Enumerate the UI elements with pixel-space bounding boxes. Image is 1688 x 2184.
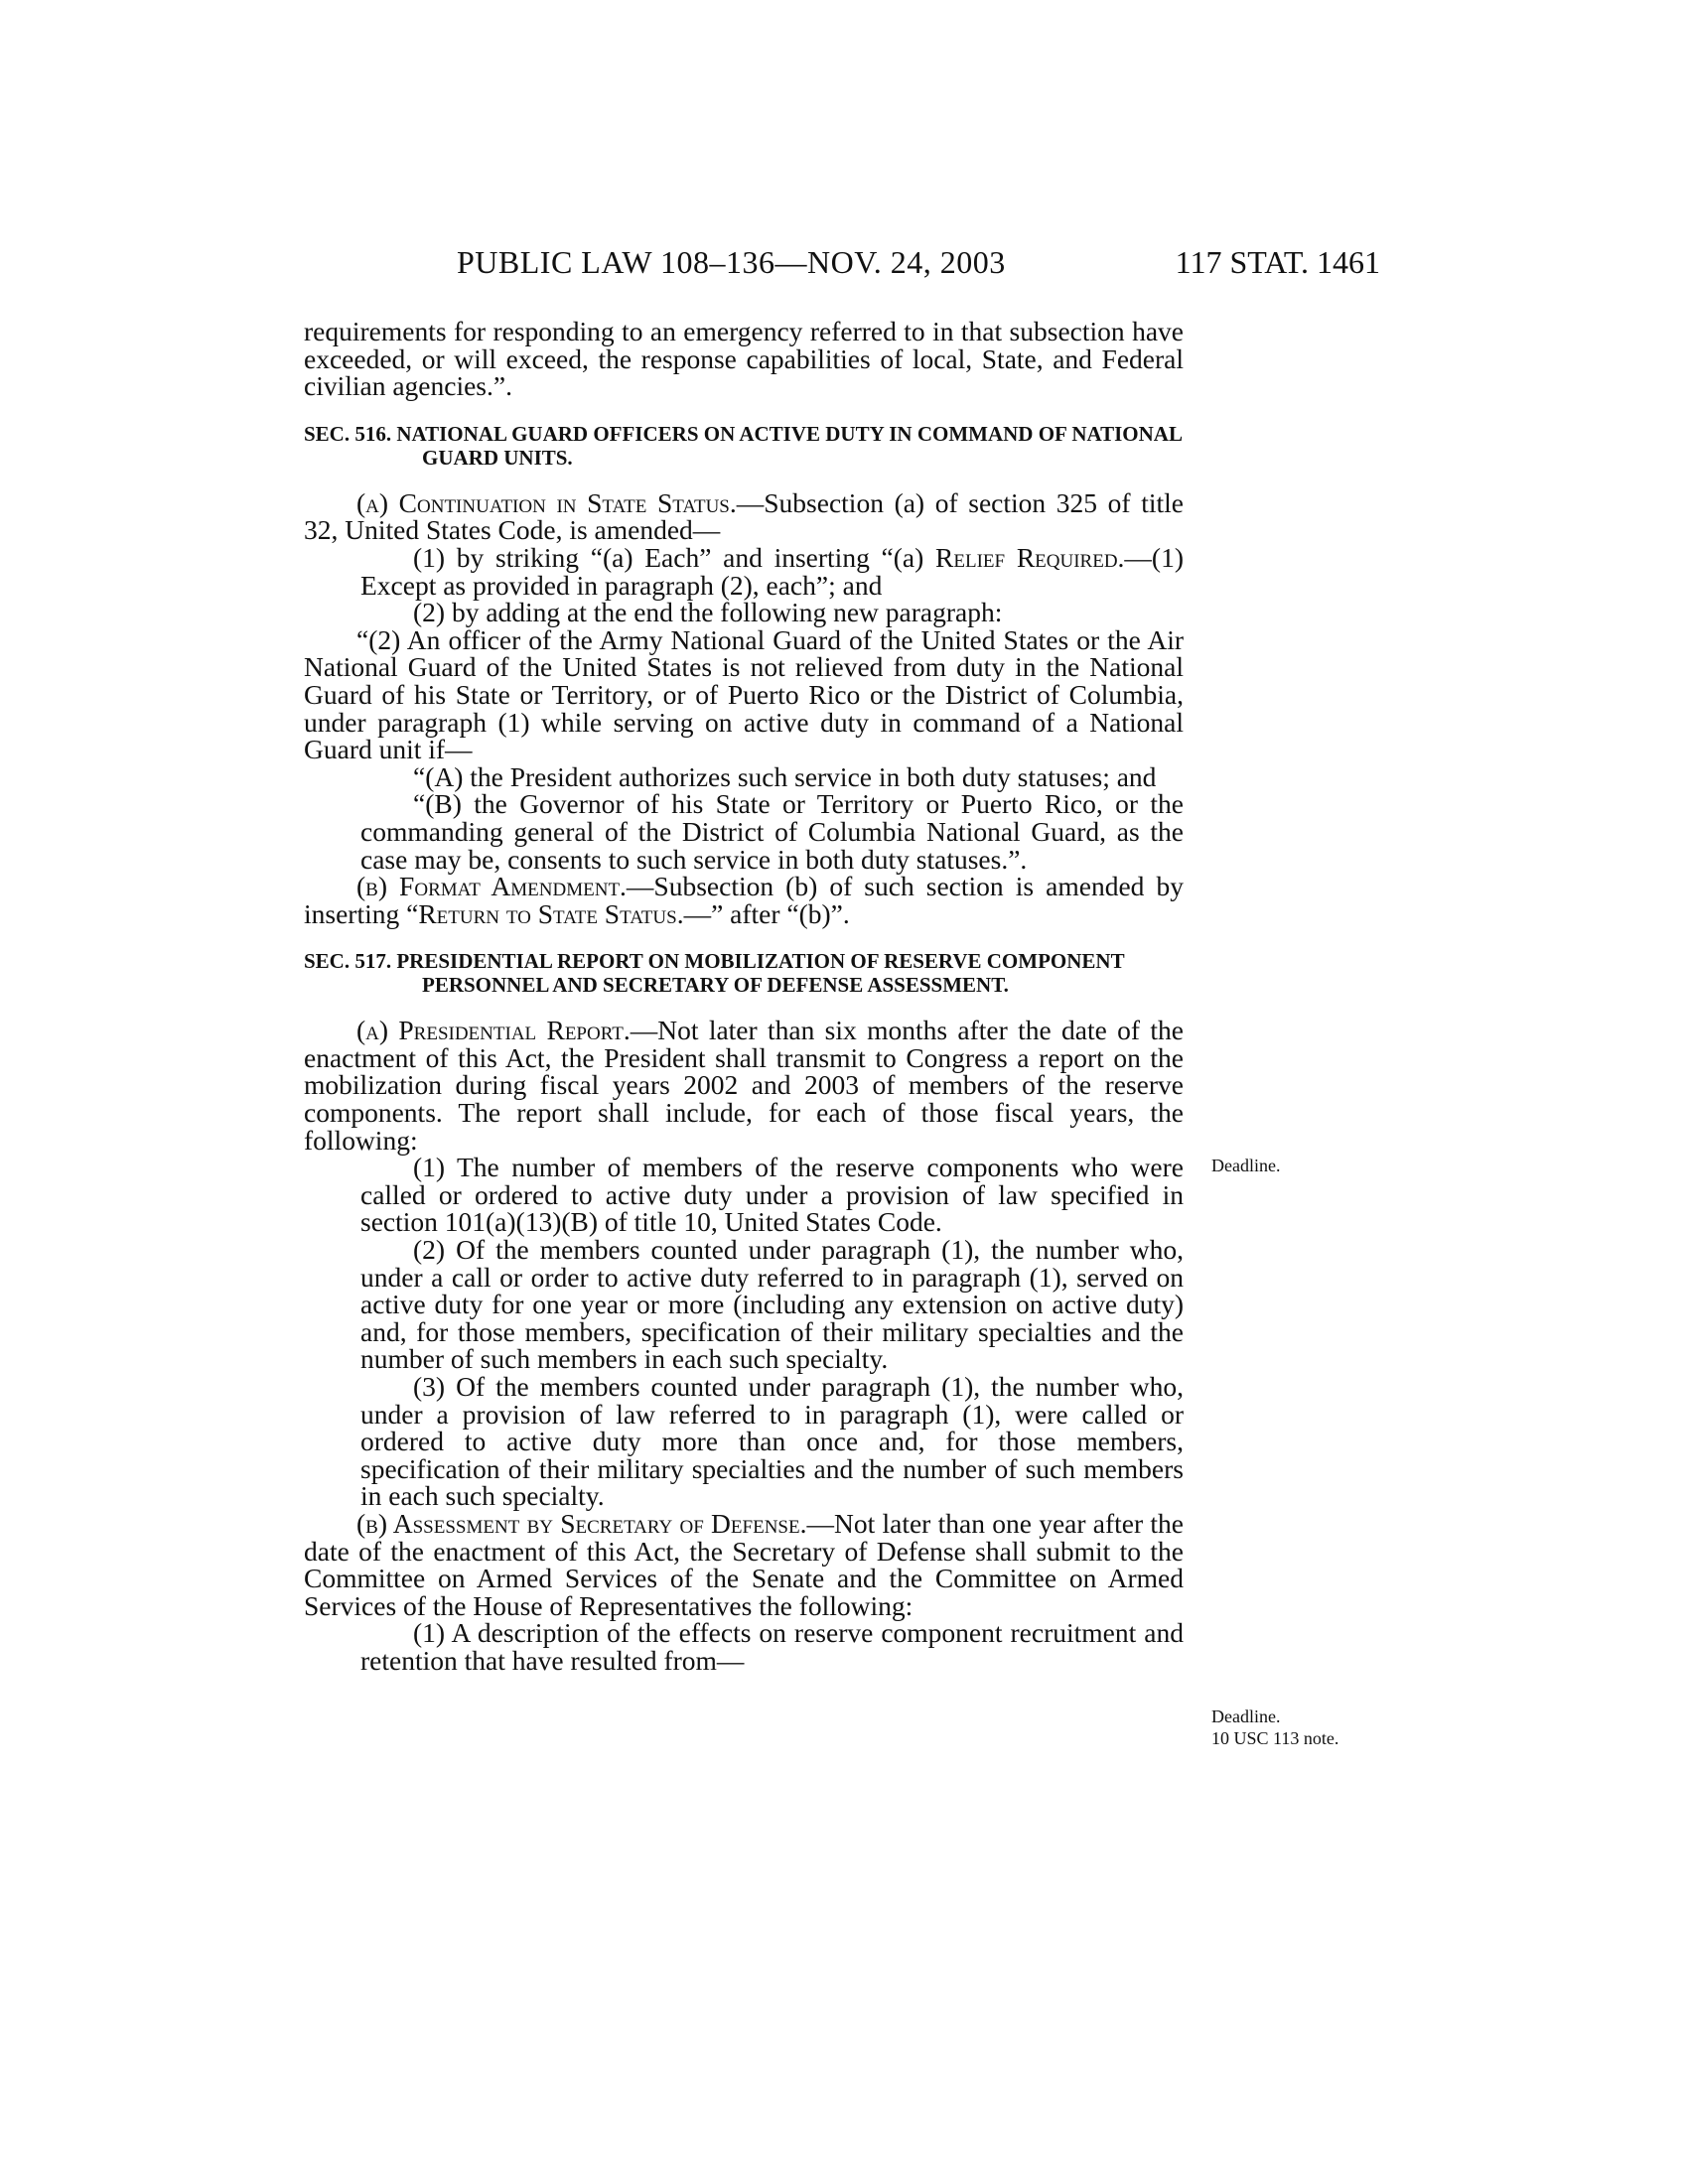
subsection-heading: (a) Continuation in State Status. <box>356 486 737 518</box>
paragraph-continuation: requirements for responding to an emergency referred to in that subsection have exceeded, or will exceed, the response capabilities of local, State, and Federal civilian agencies.”. <box>304 316 1184 402</box>
header-stat-page: 117 STAT. 1461 <box>1175 244 1380 280</box>
paragraph-text: —(1) Except as provided in paragraph (2), each”; and <box>360 541 1184 601</box>
quoted-subparagraph-a: “(A) the President authorizes such service in both duty statuses; and <box>413 760 1157 792</box>
subsection-text: —” after “(b)”. <box>683 897 850 929</box>
subsection-516-b <box>304 873 1184 927</box>
subsection-text: —Not later than one year after the date of the enactment of this Act, the Secretary of Defense shall submit to the Committee on Armed Services of the Senate and the Committee on Armed Services of the House of Representatives the following: <box>304 1507 1185 1621</box>
subsection-heading: (a) Presidential Report. <box>356 1015 631 1046</box>
subsection-text: —Subsection (a) of section 325 of title 32, United States Code, is amended— <box>304 486 1184 546</box>
subsection-517-b <box>304 1507 1185 1621</box>
paragraph-517-a-2: (2) Of the members counted under paragraph (1), the number who, under a call or order to active duty referred to in paragraph (1), served on active duty for one year or more (including any extension on active duty) and, for those members, specification of their military specialties and the number of such members in each such specialty. <box>360 1234 1184 1375</box>
quoted-paragraph-2: “(2) An officer of the Army National Guard of the United States or the Air National Guard of the United States is not relieved from duty in the National Guard of his State or Territory, or of Puerto Rico or the District of Columbia, under paragraph (1) while serving on active duty in command of a National Guard unit if— <box>304 623 1184 765</box>
subsection-text: —Subsection (b) of such section is amended by inserting “ <box>304 871 1184 929</box>
subsection-heading: (b) Format Amendment. <box>356 871 627 902</box>
document-body <box>304 318 1184 1675</box>
quoted-subparagraph-b: “(B) the Governor of his State or Territory or Puerto Rico, or the commanding general of the District of Columbia National Guard, as the case may be, consents to such service in both duty statuses.”. <box>360 788 1184 875</box>
margin-note-text: Deadline. <box>1211 1156 1281 1175</box>
paragraph-517-a-1: (1) The number of members of the reserve components who were called or ordered to active duty under a provision of law specified in section 101(a)(13)(B) of title 10, United States Code. <box>360 1152 1184 1238</box>
paragraph-516-a-2: (2) by adding at the end the following new paragraph: <box>413 597 1003 628</box>
section-516-heading: SEC. 516. NATIONAL GUARD OFFICERS ON ACTIVE DUTY IN COMMAND OF NATIONAL GUARD UNITS. <box>304 421 1182 470</box>
margin-note-text: Deadline. <box>1211 1706 1281 1726</box>
paragraph-517-b-1: (1) A description of the effects on reserve component recruitment and retention that have resulted from— <box>360 1617 1184 1676</box>
subsection-heading: (b) Assessment by Secretary of Defense. <box>356 1507 807 1539</box>
margin-note-deadline-usc <box>1211 1706 1338 1749</box>
subsection-517-a <box>304 1017 1184 1154</box>
subsection-text: —Not later than six months after the date of the enactment of this Act, the President shall transmit to Congress a report on the mobilization during fiscal years 2002 and 2003 of members of the reserve components. The report shall include, for each of those fiscal years, the following: <box>304 1015 1185 1156</box>
margin-note-citation: 10 USC 113 note. <box>1211 1728 1339 1748</box>
margin-note-deadline <box>1211 1155 1280 1176</box>
page-header <box>457 244 1380 284</box>
inserted-heading: Relief Required. <box>935 541 1125 573</box>
section-517-heading: SEC. 517. PRESIDENTIAL REPORT ON MOBILIZATION OF RESERVE COMPONENT PERSONNEL AND SECRETARY OF DEFENSE ASSESSMENT. <box>304 949 1125 998</box>
paragraph-516-a-1 <box>360 541 1184 601</box>
subsection-516-a <box>304 486 1184 546</box>
inserted-heading: Return to State Status. <box>418 897 684 929</box>
paragraph-text: (1) by striking “(a) Each” and inserting “(a) <box>413 541 936 573</box>
header-citation: PUBLIC LAW 108–136—NOV. 24, 2003 <box>457 244 1006 280</box>
paragraph-517-a-3: (3) Of the members counted under paragraph (1), the number who, under a provision of law referred to in paragraph (1), were called or ordered to active duty more than once and, for those members, specification of their military specialties and the number of such members in each such specialty. <box>360 1371 1184 1512</box>
